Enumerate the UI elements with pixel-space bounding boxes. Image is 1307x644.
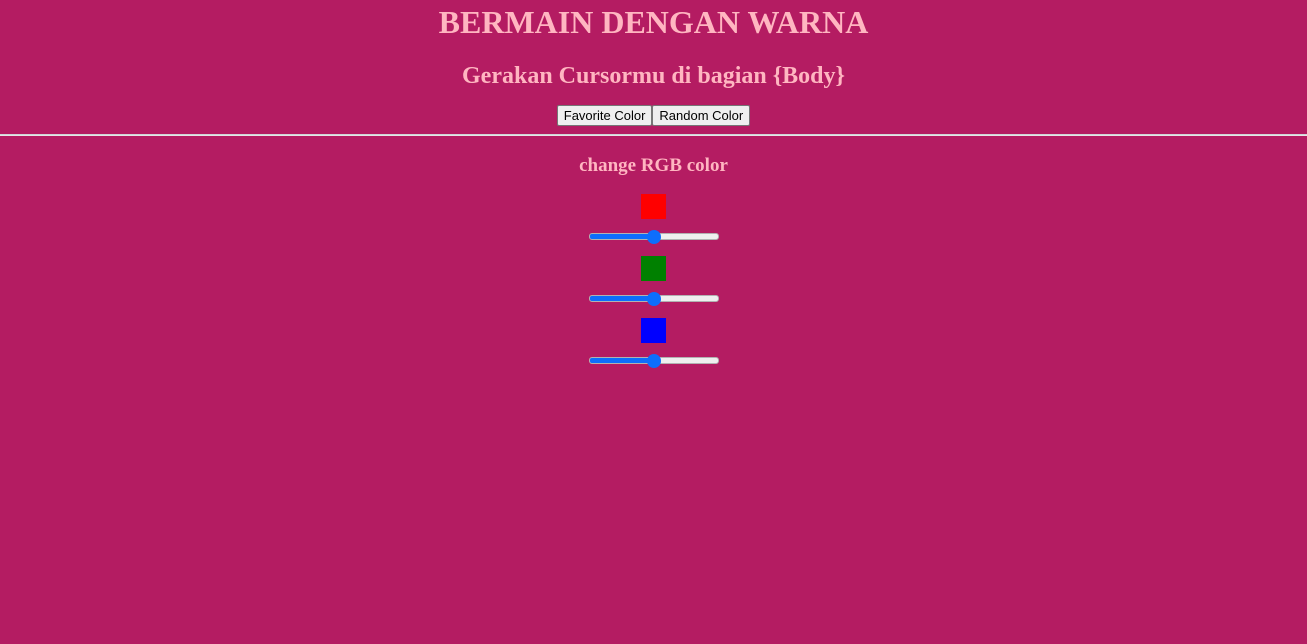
page-title: BERMAIN DENGAN WARNA: [438, 4, 869, 40]
green-channel: [0, 256, 1307, 302]
green-swatch: [641, 256, 666, 281]
green-slider[interactable]: [589, 295, 719, 302]
red-channel: [0, 194, 1307, 240]
rgb-heading: change RGB color: [579, 155, 728, 176]
random-color-button[interactable]: Random Color: [652, 105, 750, 126]
blue-slider[interactable]: [589, 357, 719, 364]
rgb-section: [0, 136, 1307, 364]
red-slider[interactable]: [589, 233, 719, 240]
blue-channel: [0, 318, 1307, 364]
page-subtitle: Gerakan Cursormu di bagian {Body}: [462, 63, 845, 89]
favorite-color-button[interactable]: Favorite Color: [557, 105, 653, 126]
button-row: [0, 105, 1307, 126]
red-swatch: [641, 194, 666, 219]
page-header: [0, 0, 1307, 126]
blue-swatch: [641, 318, 666, 343]
